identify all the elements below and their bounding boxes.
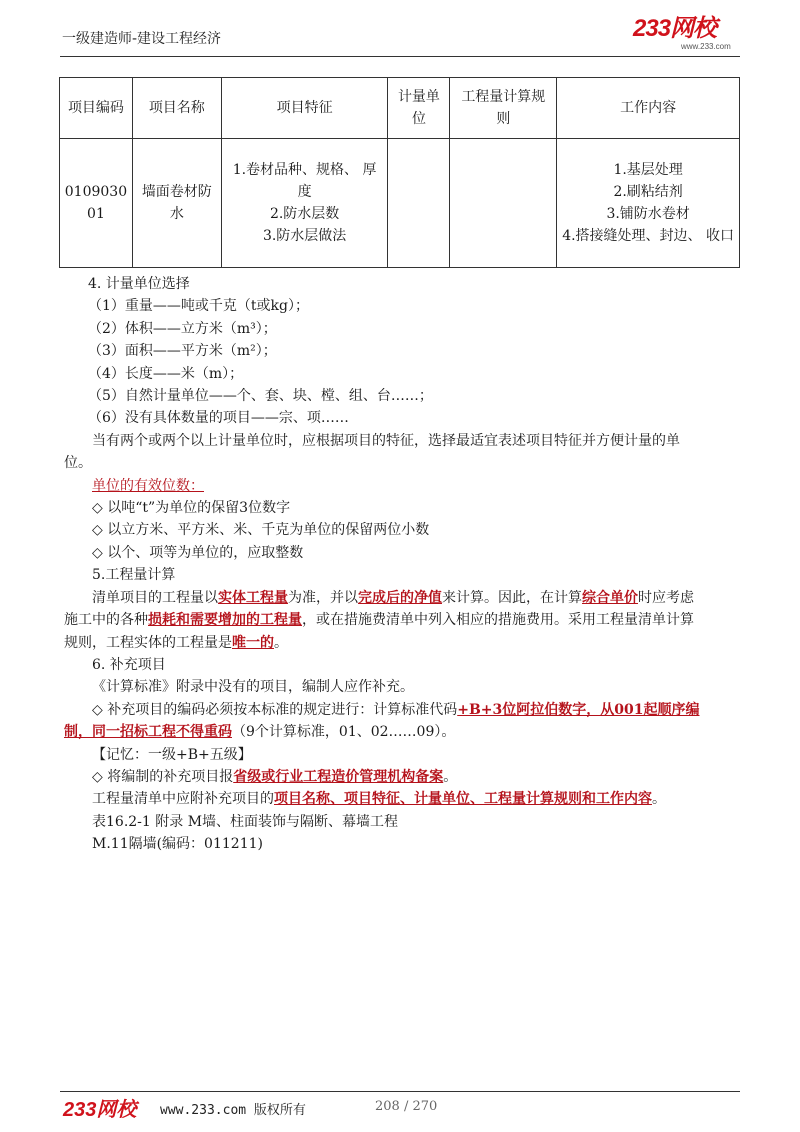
section-title: [64, 475, 744, 497]
highlight: 实体工程量: [218, 589, 288, 606]
spec-table: [59, 77, 740, 268]
work-line: 1.基层处理: [613, 162, 683, 178]
footer-copyright: www.233.com 版权所有: [160, 1103, 306, 1118]
cell-code: 010903001: [60, 139, 133, 268]
bullet-item: ◇ 以吨“t”为单位的保留3位数字: [92, 500, 291, 517]
cell-unit: [388, 139, 450, 268]
unit-item: （4）长度——米（m）；: [88, 365, 244, 382]
paragraph: [64, 632, 744, 654]
paragraph: 位。: [64, 455, 92, 472]
highlight: 项目名称、项目特征、计量单位、工程量计算规则和工作内容: [274, 791, 652, 808]
document-header-title: 一级建造师-建设工程经济: [62, 31, 222, 47]
text: 规则，工程实体的工程量是: [64, 634, 232, 651]
text: 。: [652, 791, 666, 808]
paragraph: [64, 721, 744, 743]
text: 。: [274, 634, 288, 651]
memo: 【记忆：一级+B+五级】: [92, 746, 252, 763]
cell-features: [221, 139, 388, 268]
section-title: 5.工程量计算: [92, 567, 176, 584]
table-header-row: [60, 78, 740, 139]
text: 来计算。因此，在计算: [442, 589, 582, 606]
header-work: 工作内容: [557, 78, 740, 139]
text: ◇ 补充项目的编码必须按本标准的规定进行：计算标准代码: [92, 701, 458, 718]
work-line: 3.铺防水卷材: [606, 206, 690, 222]
unit-item: （5）自然计量单位——个、套、块、樘、组、台……；: [88, 388, 433, 405]
header-unit: 计量单位: [388, 78, 450, 139]
brand-logo: [633, 16, 743, 54]
highlight: 制，同一招标工程不得重码: [64, 724, 232, 741]
bullet-item: ◇ 以立方米、平方米、米、千克为单位的保留两位小数: [92, 522, 430, 539]
unit-item: （3）面积——平方米（m²）；: [88, 343, 277, 360]
cell-rule: [450, 139, 557, 268]
cell-work: [557, 139, 740, 268]
paragraph: [64, 609, 744, 631]
text: ◇ 将编制的补充项目报: [92, 768, 234, 785]
cell-name: 墙面卷材防水: [132, 139, 221, 268]
bullet-item: [64, 766, 744, 788]
header-features: 项目特征: [221, 78, 388, 139]
table-row: [60, 139, 740, 268]
brand-logo-text: 233网校: [633, 15, 717, 42]
highlight: +B+3位阿拉伯数字，从001起顺序编: [457, 701, 700, 718]
text: 。: [443, 768, 458, 785]
highlight: 完成后的净值: [358, 589, 442, 606]
brand-logo-url: www.233.com: [681, 42, 731, 51]
feature-line: 3.防水层做法: [262, 228, 347, 244]
work-line: 2.刷粘结剂: [613, 184, 683, 200]
table-reference: M.11隔墙(编码：011211): [92, 836, 263, 853]
feature-line: 2.防水层数: [269, 206, 340, 222]
table-reference: 表16.2-1 附录 M墙、柱面装饰与隔断、幕墙工程: [92, 813, 399, 830]
highlight: 唯一的: [232, 634, 274, 651]
text: 工程量清单中应附补充项目的: [92, 791, 274, 808]
text: ，或在措施费清单中列入相应的措施费用。采用工程量清单计算: [302, 612, 694, 629]
document-body: [64, 273, 744, 856]
section-title: 4. 计量单位选择: [88, 276, 190, 292]
header-code: 项目编码: [60, 78, 133, 139]
highlight: 综合单价: [582, 589, 638, 606]
highlight: 损耗和需要增加的工程量: [148, 612, 302, 629]
header-divider: [60, 56, 740, 57]
bullet-item: [64, 699, 744, 721]
feature-line: 1.卷材品种、规格、 厚度: [232, 162, 377, 200]
paragraph: [64, 788, 744, 810]
text: 施工中的各种: [64, 612, 148, 629]
paragraph: 《计算标准》附录中没有的项目，编制人应作补充。: [92, 679, 414, 696]
section-title: 6. 补充项目: [92, 656, 166, 673]
unit-item: （1）重量——吨或千克（t或kg）；: [88, 298, 309, 315]
header-rule: 工程量计算规则: [450, 78, 557, 139]
highlight: 省级或行业工程造价管理机构备案: [233, 768, 444, 785]
page-number: 208 / 270: [375, 1099, 438, 1114]
header-name: 项目名称: [132, 78, 221, 139]
text: 为准，并以: [288, 589, 358, 606]
paragraph: [64, 587, 744, 609]
paragraph: 当有两个或两个以上计量单位时，应根据项目的特征，选择最适宜表述项目特征并方便计量的单: [92, 432, 680, 449]
unit-item: （6）没有具体数量的项目——宗、项……: [88, 410, 349, 427]
unit-item: （2）体积——立方米（m³）；: [88, 320, 277, 337]
text: 时应考虑: [638, 589, 694, 606]
text: 清单项目的工程量以: [92, 589, 218, 606]
highlight: 单位的有效位数：: [92, 477, 204, 494]
work-line: 4.搭接缝处理、封边、 收口: [562, 228, 735, 244]
footer-divider: [60, 1091, 740, 1092]
footer-logo: 233网校: [63, 1099, 137, 1121]
bullet-item: ◇ 以个、项等为单位的，应取整数: [92, 544, 304, 561]
text: （9个计算标准，01、02……09）。: [232, 724, 456, 741]
